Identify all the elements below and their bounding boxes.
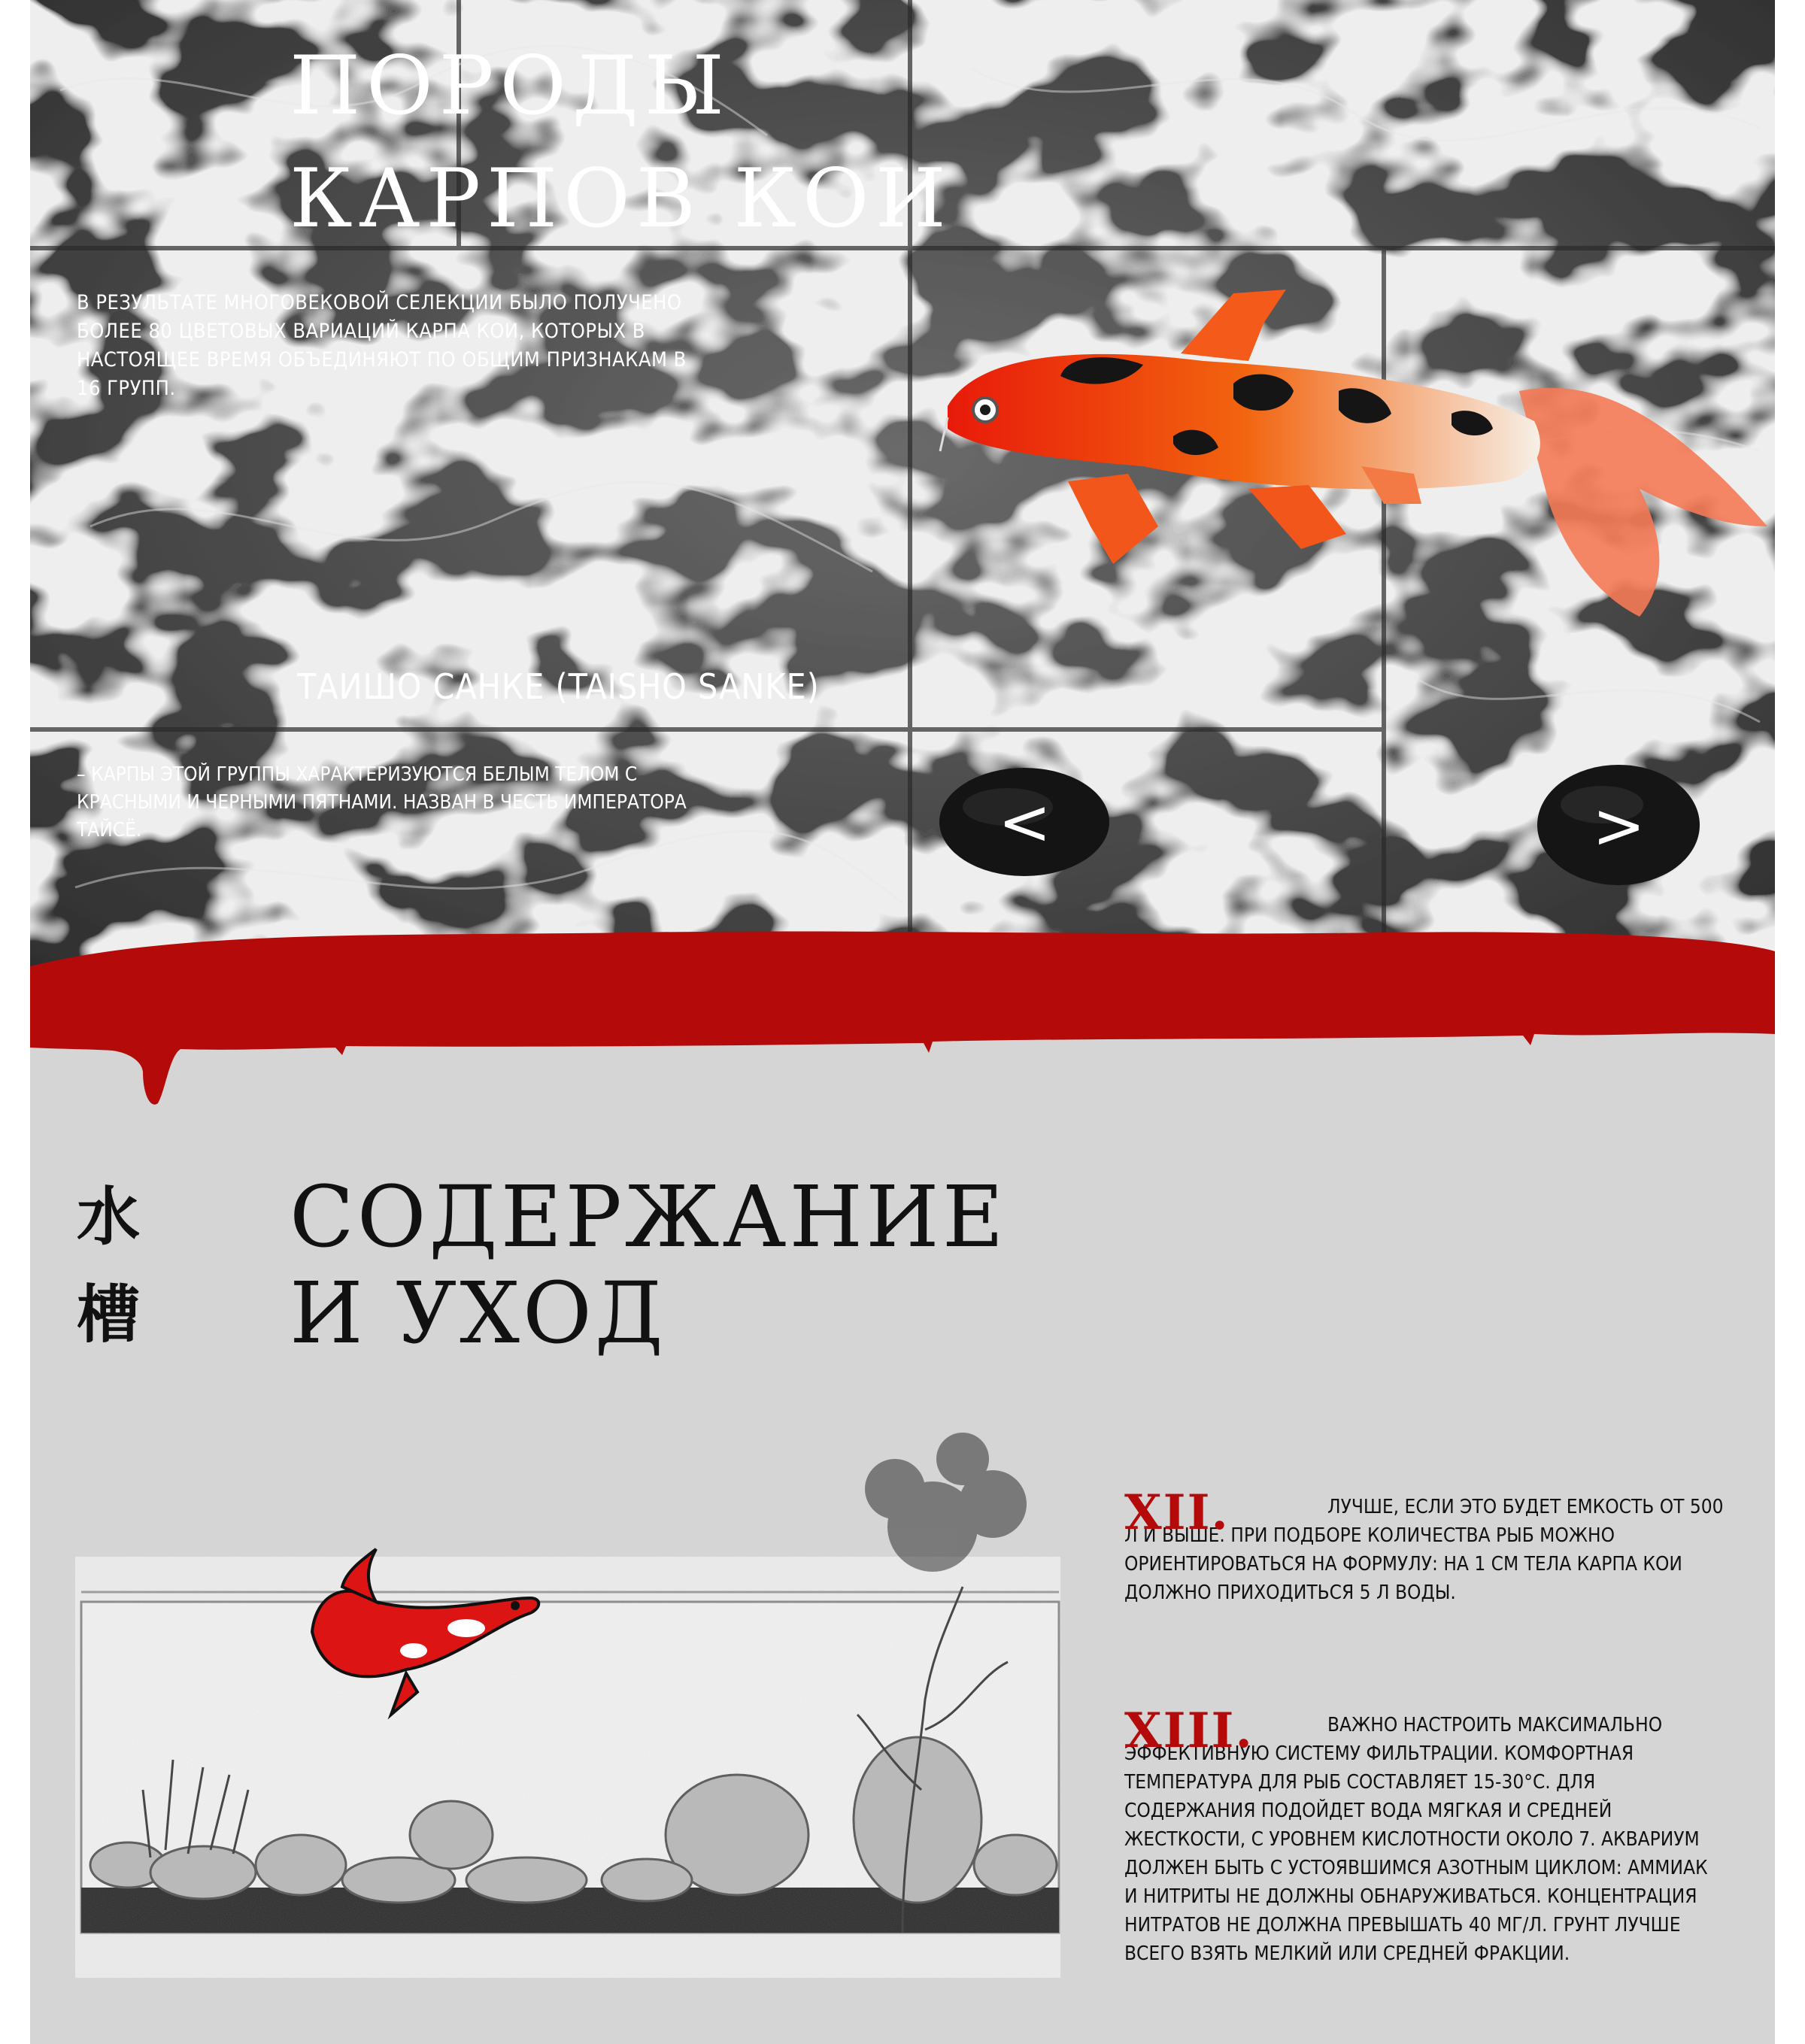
aquarium-image bbox=[75, 1414, 1068, 1978]
care-title-line2: И УХОД bbox=[290, 1265, 666, 1363]
kanji-aquarium bbox=[77, 1168, 159, 1363]
next-breed-button[interactable] bbox=[1534, 763, 1703, 887]
koi-fish-image bbox=[933, 278, 1775, 639]
kanji-water: 水 bbox=[77, 1180, 141, 1254]
page-frame bbox=[30, 0, 1775, 2044]
breeds-section bbox=[30, 0, 1775, 1000]
care-title bbox=[290, 1169, 1007, 1363]
chevron-left-icon: < bbox=[998, 785, 1051, 859]
care-tip bbox=[1124, 1703, 1726, 1968]
breeds-title-line1: ПОРОДЫ bbox=[290, 39, 730, 133]
breeds-title-line2: КАРПОВ КОИ bbox=[290, 152, 952, 246]
kanji-tank: 槽 bbox=[77, 1278, 141, 1351]
tip-text: ЛУЧШЕ, ЕСЛИ ЭТО БУДЕТ ЕМКОСТЬ ОТ 500 Л И ВЫШЕ. ПРИ ПОДБОРЕ КОЛИЧЕСТВА РЫБ МОЖНО ОРИЕНТИРОВАТЬСЯ НА ФОРМУЛУ: НА 1 СМ ТЕЛА КАРПА КОИ ДОЛЖНО ПРИХОДИТЬСЯ 5 Л ВОДЫ. bbox=[1124, 1496, 1724, 1604]
care-tip bbox=[1124, 1484, 1726, 1607]
tip-text: ВАЖНО НАСТРОИТЬ МАКСИМАЛЬНО ЭФФЕКТИВНУЮ СИСТЕМУ ФИЛЬТРАЦИИ. КОМФОРТНАЯ ТЕМПЕРАТУРА ДЛЯ РЫБ СОСТАВЛЯЕТ 15-30°С. ДЛЯ СОДЕРЖАНИЯ ПОДОЙДЕТ ВОДА МЯГКАЯ И СРЕДНЕЙ ЖЕСТКОСТИ, С УРОВНЕМ КИСЛОТНОСТИ ОКОЛО 7. АКВАРИУМ ДОЛЖЕН БЫТЬ С УСТОЯВШИМСЯ АЗОТНЫМ ЦИКЛОМ: АММИАК И НИТРИТЫ НЕ ДОЛЖНЫ ОБНАРУЖИВАТЬСЯ. КОНЦЕНТРАЦИЯ НИТРАТОВ НЕ ДОЛЖНА ПРЕВЫШАТЬ 40 МГ/Л. ГРУНТ ЛУЧШЕ ВСЕГО ВЗЯТЬ МЕЛКИЙ ИЛИ СРЕДНЕЙ ФРАКЦИИ. bbox=[1124, 1714, 1708, 1965]
care-title-line1: СОДЕРЖАНИЕ bbox=[290, 1169, 1007, 1266]
breed-name: ТАИШО САНКЕ (TAISHO SANKE) bbox=[297, 666, 820, 707]
tip-number: XIII. bbox=[1124, 1703, 1254, 1759]
tip-number: XII. bbox=[1124, 1484, 1230, 1541]
previous-breed-button[interactable] bbox=[936, 766, 1113, 878]
breeds-intro: В РЕЗУЛЬТАТЕ МНОГОВЕКОВОЙ СЕЛЕКЦИИ БЫЛО ПОЛУЧЕНО БОЛЕЕ 80 ЦВЕТОВЫХ ВАРИАЦИЙ КАРПА КОИ, КОТОРЫХ В НАСТОЯЩЕЕ ВРЕМЯ ОБЪЕДИНЯЮТ ПО ОБЩИМ ПРИЗНАКАМ В 16 ГРУПП. bbox=[77, 291, 687, 400]
breed-description: – КАРПЫ ЭТОЙ ГРУППЫ ХАРАКТЕРИЗУЮТСЯ БЕЛЫМ ТЕЛОМ С КРАСНЫМИ И ЧЕРНЫМИ ПЯТНАМИ. НАЗВАН В ЧЕСТЬ ИМПЕРАТОРА ТАЙСЁ. bbox=[77, 763, 687, 842]
chevron-right-icon: > bbox=[1592, 788, 1646, 863]
breeds-title bbox=[290, 30, 966, 256]
red-paint-stroke bbox=[30, 906, 1775, 1147]
